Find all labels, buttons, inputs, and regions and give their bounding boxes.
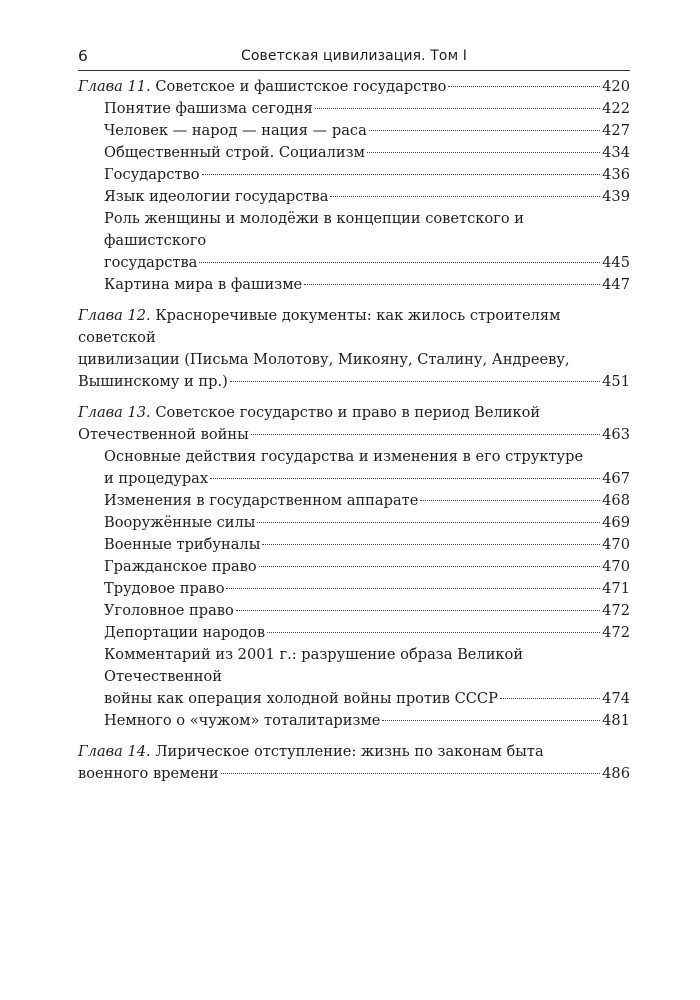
- entry-line: [104, 252, 630, 274]
- entry-title: цивилизации (Письма Молотову, Микояну, Сталину, Андрееву,: [78, 351, 570, 368]
- entry-line: [104, 578, 630, 600]
- entry-line: [104, 164, 630, 186]
- toc-subentry[interactable]: [78, 446, 630, 490]
- toc-chapter-entry[interactable]: [78, 402, 630, 446]
- entry-line: [104, 710, 630, 732]
- entry-title: Роль женщины и молодёжи в концепции советского и фашистского: [104, 210, 524, 249]
- entry-title: Гражданское право: [104, 558, 257, 575]
- dot-leader: [500, 698, 600, 699]
- entry-title: Понятие фашизма сегодня: [104, 100, 313, 117]
- entry-line: [104, 512, 630, 534]
- toc-subentry[interactable]: [78, 622, 630, 644]
- page-ref: 474: [602, 690, 630, 707]
- entry-line: [78, 763, 630, 785]
- toc-subentry[interactable]: [78, 556, 630, 578]
- entry-line: [104, 98, 630, 120]
- entry-line: [104, 622, 630, 644]
- chapter-label: Глава 14.: [78, 743, 151, 760]
- entry-title: Депортации народов: [104, 624, 266, 641]
- entry-title: государства: [104, 254, 198, 271]
- entry-line: [104, 468, 630, 490]
- page-ref: 436: [602, 166, 630, 183]
- dot-leader: [257, 522, 600, 523]
- entry-title: Изменения в государственном аппарате: [104, 492, 419, 509]
- page-ref: 463: [602, 426, 630, 443]
- entry-title: Общественный строй. Социализм: [104, 144, 365, 161]
- toc-chapter-entry[interactable]: [78, 76, 630, 98]
- entry-line: [104, 556, 630, 578]
- toc-subentry[interactable]: [78, 120, 630, 142]
- dot-leader: [267, 632, 600, 633]
- page-ref: 472: [602, 624, 630, 641]
- entry-line: [78, 424, 630, 446]
- page-ref: 470: [602, 536, 630, 553]
- page-number: 6: [78, 47, 88, 65]
- entry-title: Отечественной войны: [78, 426, 249, 443]
- chapter-label: Глава 13.: [78, 404, 151, 421]
- toc-subentry[interactable]: [78, 710, 630, 732]
- toc-subentry[interactable]: [78, 644, 630, 710]
- toc-subentry[interactable]: [78, 164, 630, 186]
- entry-line: [104, 534, 630, 556]
- running-title: Советская цивилизация. Том I: [240, 48, 468, 64]
- entry-title: Человек — народ — нация — раса: [104, 122, 367, 139]
- entry-line: [78, 76, 630, 98]
- entry-line: [104, 120, 630, 142]
- dot-leader: [251, 434, 600, 435]
- toc-chapter: [78, 76, 630, 296]
- chapter-label: Глава 12.: [78, 307, 151, 324]
- entry-title: Глава 14. Лирическое отступление: жизнь по законам быта: [78, 743, 544, 760]
- entry-title: Уголовное право: [104, 602, 234, 619]
- entry-title: Государство: [104, 166, 200, 183]
- dot-leader: [236, 610, 600, 611]
- toc-chapter-entry[interactable]: [78, 741, 630, 785]
- toc-chapter-entry[interactable]: [78, 305, 630, 393]
- entry-line: [78, 371, 630, 393]
- entry-title: Глава 12. Красноречивые документы: как жилось строителям советской: [78, 307, 561, 346]
- entry-title: Трудовое право: [104, 580, 225, 597]
- dot-leader: [382, 720, 600, 721]
- toc-subentry[interactable]: [78, 98, 630, 120]
- dot-leader: [230, 381, 600, 382]
- dot-leader: [448, 86, 600, 87]
- page-ref: 481: [602, 712, 630, 729]
- page-ref: 447: [602, 276, 630, 293]
- entry-line: [78, 741, 630, 763]
- entry-line: [104, 600, 630, 622]
- entry-line: [104, 142, 630, 164]
- dot-leader: [420, 500, 600, 501]
- toc-chapter: [78, 402, 630, 732]
- entry-line: [104, 208, 630, 252]
- entry-title: Картина мира в фашизме: [104, 276, 303, 293]
- entry-line: [104, 688, 630, 710]
- entry-title: Вышинскому и пр.): [78, 373, 228, 390]
- entry-title: и процедурах: [104, 470, 209, 487]
- entry-line: [104, 274, 630, 296]
- dot-leader: [330, 196, 600, 197]
- toc-subentry[interactable]: [78, 534, 630, 556]
- dot-leader: [262, 544, 600, 545]
- entry-title: Военные трибуналы: [104, 536, 261, 553]
- entry-title: войны как операция холодной войны против СССР: [104, 690, 498, 707]
- entry-line: [104, 490, 630, 512]
- chapter-label: Глава 11.: [78, 78, 151, 95]
- page-ref: 470: [602, 558, 630, 575]
- page-ref: 420: [602, 78, 630, 95]
- entry-line: [104, 644, 630, 688]
- dot-leader: [226, 588, 600, 589]
- entry-line: [78, 305, 630, 349]
- toc-subentry[interactable]: [78, 600, 630, 622]
- page-ref: 469: [602, 514, 630, 531]
- dot-leader: [369, 130, 600, 131]
- entry-title: Язык идеологии государства: [104, 188, 329, 205]
- dot-leader: [367, 152, 600, 153]
- running-header: [78, 44, 630, 71]
- entry-line: [104, 446, 630, 468]
- entry-title: Вооружённые силы: [104, 514, 256, 531]
- entry-title: Комментарий из 2001 г.: разрушение образа Великой Отечественной: [104, 646, 524, 685]
- entry-title: военного времени: [78, 765, 219, 782]
- dot-leader: [210, 478, 600, 479]
- toc-subentry[interactable]: [78, 490, 630, 512]
- page-ref: 467: [602, 470, 630, 487]
- toc-subentry[interactable]: [78, 274, 630, 296]
- page-ref: 427: [602, 122, 630, 139]
- entry-line: [78, 402, 630, 424]
- page-ref: 472: [602, 602, 630, 619]
- toc-subentry[interactable]: [78, 208, 630, 274]
- toc-subentry[interactable]: [78, 142, 630, 164]
- toc-subentry[interactable]: [78, 578, 630, 600]
- dot-leader: [199, 262, 600, 263]
- entry-line: [104, 186, 630, 208]
- page-ref: 445: [602, 254, 630, 271]
- page-ref: 468: [602, 492, 630, 509]
- toc-subentry[interactable]: [78, 186, 630, 208]
- page-ref: 471: [602, 580, 630, 597]
- toc-chapter: [78, 741, 630, 785]
- entry-title: Глава 11. Советское и фашистское государство: [78, 78, 447, 95]
- page-ref: 451: [602, 373, 630, 390]
- page-ref: 486: [602, 765, 630, 782]
- table-of-contents: [78, 76, 630, 794]
- page-ref: 439: [602, 188, 630, 205]
- page-ref: 422: [602, 100, 630, 117]
- page-ref: 434: [602, 144, 630, 161]
- dot-leader: [221, 773, 601, 774]
- entry-line: [78, 349, 630, 371]
- entry-title: Немного о «чужом» тоталитаризме: [104, 712, 381, 729]
- dot-leader: [315, 108, 600, 109]
- entry-title: Глава 13. Советское государство и право в период Великой: [78, 404, 541, 421]
- entry-title: Основные действия государства и изменения в его структуре: [104, 448, 584, 465]
- dot-leader: [202, 174, 601, 175]
- toc-subentry[interactable]: [78, 512, 630, 534]
- dot-leader: [304, 284, 600, 285]
- dot-leader: [259, 566, 600, 567]
- toc-chapter: [78, 305, 630, 393]
